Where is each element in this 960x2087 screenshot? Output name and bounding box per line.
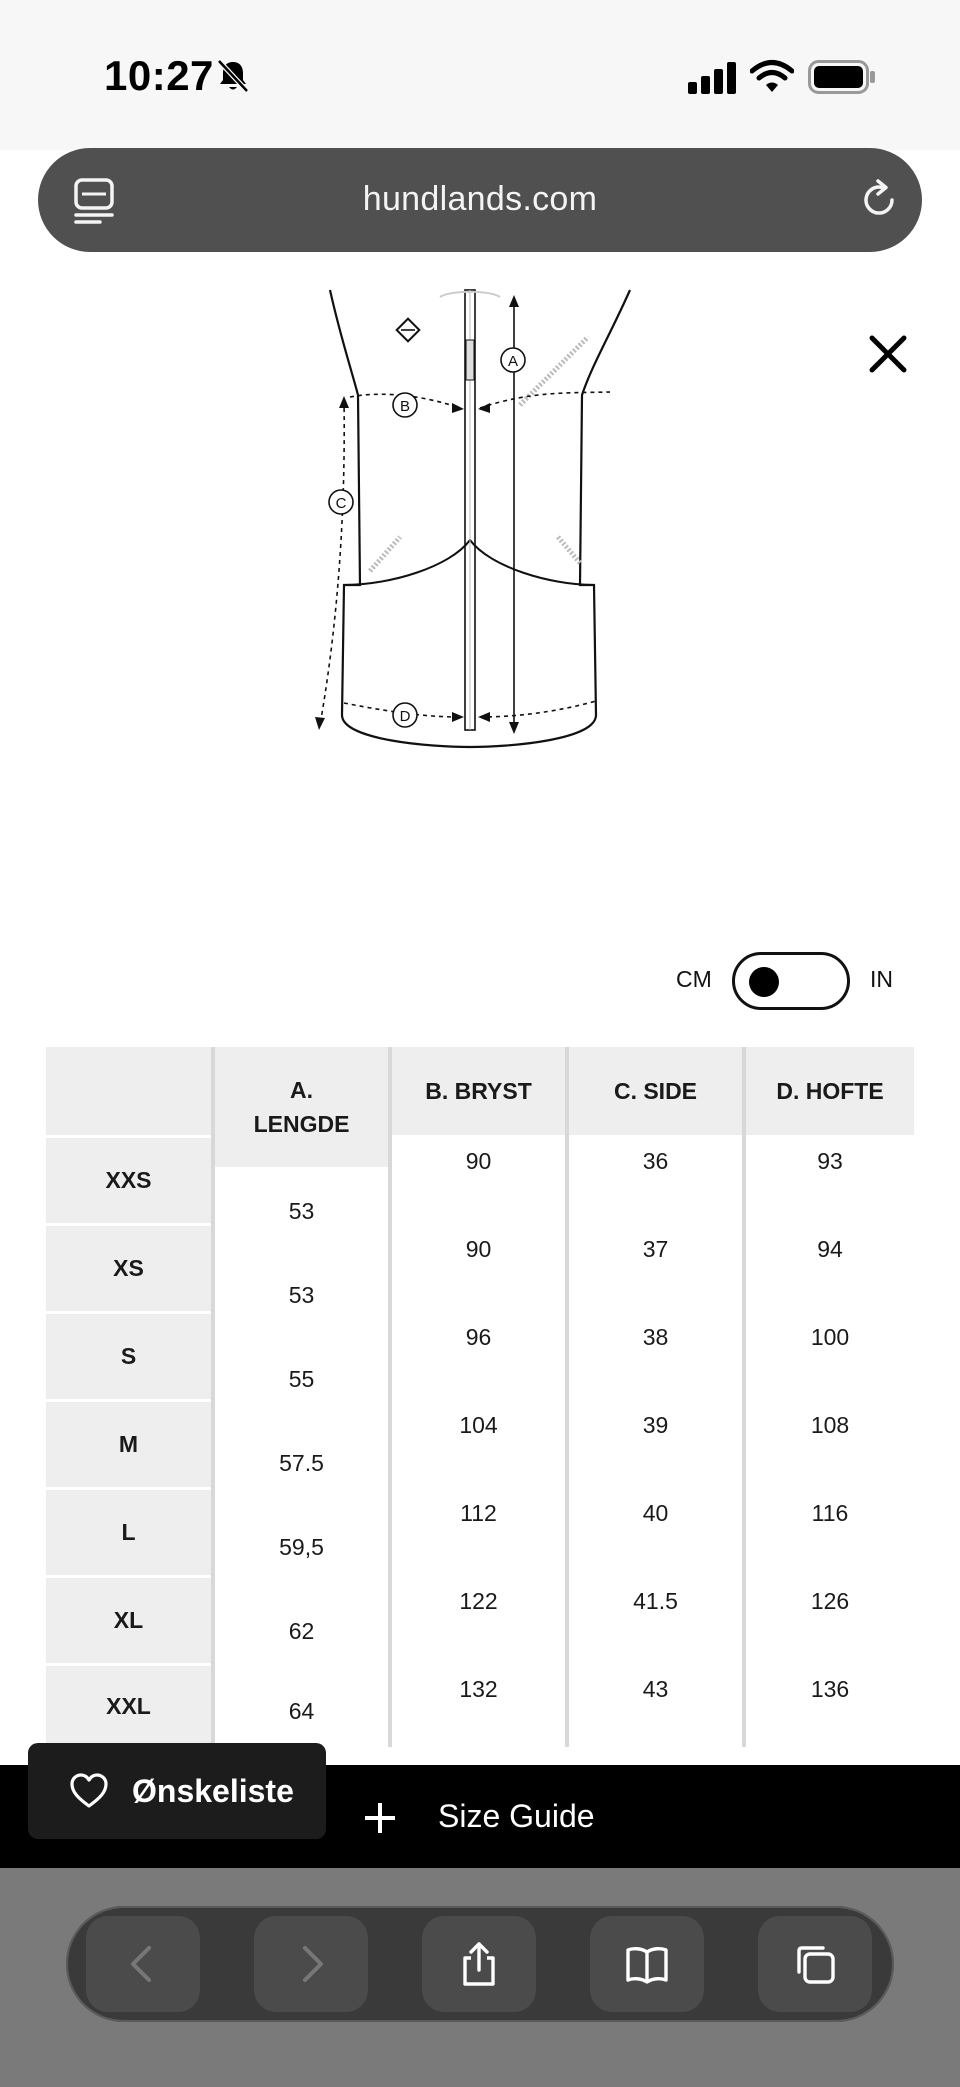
cell-length-m: 57.5	[215, 1423, 388, 1503]
size-label-s: S	[46, 1314, 211, 1399]
plus-icon[interactable]	[362, 1800, 398, 1836]
wishlist-label: Ønskeliste	[132, 1773, 294, 1809]
size-table	[46, 1047, 914, 1747]
battery-icon	[808, 60, 876, 94]
size-label-xxs: XXS	[46, 1138, 211, 1223]
header-a-length: A. LENGDE	[215, 1047, 388, 1167]
tabs-button[interactable]	[758, 1916, 872, 2012]
header-c-side: C. SIDE	[569, 1047, 742, 1135]
heart-icon	[70, 1773, 108, 1809]
size-label-l: L	[46, 1490, 211, 1575]
size-label-xs: XS	[46, 1226, 211, 1311]
tabs-icon	[793, 1942, 837, 1986]
cell-chest-xs: 90	[392, 1226, 565, 1296]
marker-b: B	[399, 398, 411, 415]
marker-a: A	[507, 353, 519, 370]
cell-hip-xxl: 136	[746, 1666, 914, 1736]
cell-side-xxl: 43	[569, 1666, 742, 1736]
toggle-knob	[749, 967, 779, 997]
url-text[interactable]: hundlands.com	[362, 180, 598, 218]
cell-side-xs: 37	[569, 1226, 742, 1296]
bell-slash-icon	[216, 58, 250, 94]
cell-side-xl: 41.5	[569, 1578, 742, 1648]
cell-length-xl: 62	[215, 1591, 388, 1671]
cell-length-xxl: 64	[215, 1675, 388, 1747]
cell-length-xs: 53	[215, 1255, 388, 1335]
cell-side-s: 38	[569, 1314, 742, 1384]
status-bar	[0, 0, 960, 150]
cell-chest-m: 104	[392, 1402, 565, 1472]
wifi-icon	[750, 58, 794, 94]
cellular-signal-icon	[688, 62, 736, 94]
marker-c: C	[335, 495, 347, 512]
marker-d: D	[399, 708, 411, 725]
cell-hip-l: 116	[746, 1490, 914, 1560]
bookmarks-icon	[625, 1942, 669, 1986]
unit-cm-label: CM	[676, 966, 712, 992]
size-label-xl: XL	[46, 1578, 211, 1663]
status-time: 10:27	[104, 52, 214, 99]
cell-chest-xxl: 132	[392, 1666, 565, 1736]
unit-toggle-switch[interactable]	[732, 952, 850, 1010]
close-icon[interactable]	[866, 332, 910, 376]
cell-chest-xl: 122	[392, 1578, 565, 1648]
share-icon	[457, 1942, 501, 1986]
size-guide-button[interactable]: Size Guide	[438, 1798, 595, 1834]
back-icon	[121, 1942, 165, 1986]
cell-side-xxs: 36	[569, 1138, 742, 1208]
url-bar[interactable]	[38, 148, 922, 252]
header-d-hip: D. HOFTE	[746, 1047, 914, 1135]
cell-length-s: 55	[215, 1339, 388, 1419]
forward-button[interactable]	[254, 1916, 368, 2012]
cell-hip-m: 108	[746, 1402, 914, 1472]
cell-hip-xs: 94	[746, 1226, 914, 1296]
browser-toolbar	[0, 1868, 960, 2087]
size-label-m: M	[46, 1402, 211, 1487]
vest-measurement-illustration	[300, 285, 640, 755]
reload-icon[interactable]	[858, 178, 902, 222]
bookmarks-button[interactable]	[590, 1916, 704, 2012]
size-label-xxl: XXL	[46, 1666, 211, 1747]
cell-chest-l: 112	[392, 1490, 565, 1560]
wishlist-button[interactable]	[28, 1743, 326, 1839]
toolbar-pill	[66, 1906, 894, 2022]
cell-hip-xl: 126	[746, 1578, 914, 1648]
cell-hip-s: 100	[746, 1314, 914, 1384]
header-b-chest: B. BRYST	[392, 1047, 565, 1135]
share-button[interactable]	[422, 1916, 536, 2012]
cell-side-l: 40	[569, 1490, 742, 1560]
table-corner	[46, 1047, 211, 1135]
forward-icon	[289, 1942, 333, 1986]
unit-in-label: IN	[870, 966, 893, 992]
cell-side-m: 39	[569, 1402, 742, 1472]
cell-hip-xxs: 93	[746, 1138, 914, 1208]
back-button[interactable]	[86, 1916, 200, 2012]
cell-length-xxs: 53	[215, 1171, 388, 1251]
cell-length-l: 59,5	[215, 1507, 388, 1587]
cell-chest-xxs: 90	[392, 1138, 565, 1208]
cell-chest-s: 96	[392, 1314, 565, 1384]
